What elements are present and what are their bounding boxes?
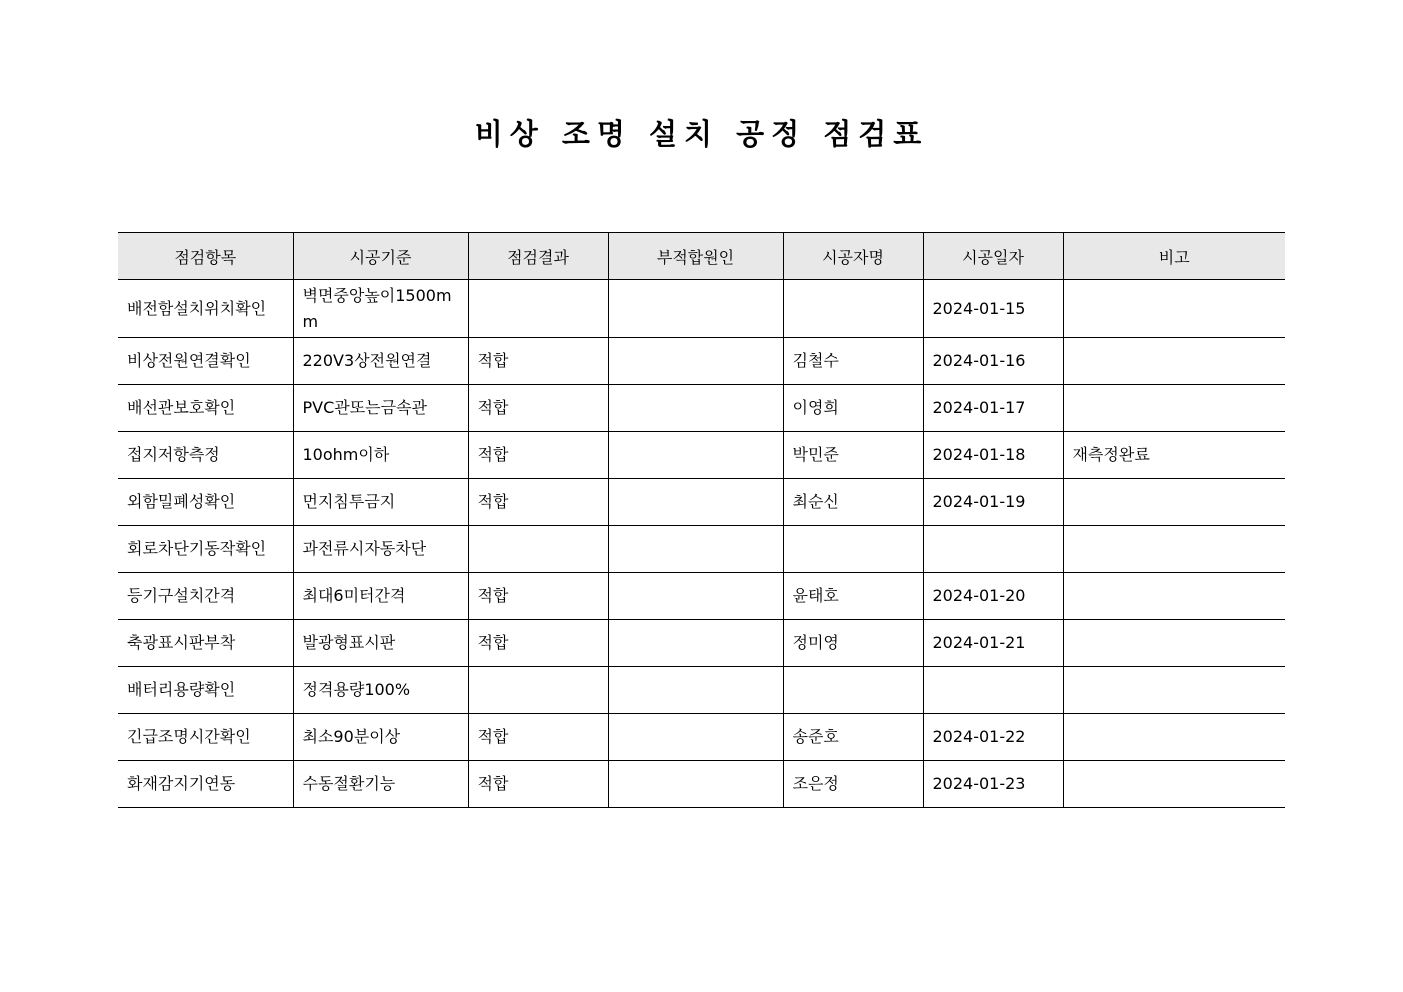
cell-nonconformity-cause [608, 526, 783, 573]
cell-inspection-result: 적합 [468, 620, 608, 667]
cell-remarks [1063, 620, 1285, 667]
cell-contractor-name [783, 280, 923, 338]
table-header-row [118, 233, 1285, 280]
cell-construction-date: 2024-01-18 [923, 432, 1063, 479]
cell-remarks [1063, 338, 1285, 385]
cell-inspection-item: 등기구설치간격 [118, 573, 293, 620]
cell-inspection-item: 배터리용량확인 [118, 667, 293, 714]
cell-construction-date: 2024-01-17 [923, 385, 1063, 432]
table-row [118, 432, 1285, 479]
cell-construction-standard: 정격용량100% [293, 667, 468, 714]
cell-nonconformity-cause [608, 761, 783, 808]
cell-nonconformity-cause [608, 714, 783, 761]
cell-inspection-item: 축광표시판부착 [118, 620, 293, 667]
cell-inspection-result: 적합 [468, 479, 608, 526]
cell-contractor-name: 송준호 [783, 714, 923, 761]
table-row [118, 761, 1285, 808]
cell-nonconformity-cause [608, 338, 783, 385]
cell-construction-standard: 먼지침투금지 [293, 479, 468, 526]
cell-inspection-item: 외함밀폐성확인 [118, 479, 293, 526]
cell-construction-date: 2024-01-16 [923, 338, 1063, 385]
header-contractor-name: 시공자명 [783, 233, 923, 280]
cell-remarks [1063, 573, 1285, 620]
header-nonconformity-cause: 부적합원인 [608, 233, 783, 280]
header-construction-standard: 시공기준 [293, 233, 468, 280]
cell-nonconformity-cause [608, 432, 783, 479]
cell-inspection-item: 비상전원연결확인 [118, 338, 293, 385]
table-row [118, 714, 1285, 761]
cell-inspection-result: 적합 [468, 573, 608, 620]
cell-inspection-item: 긴급조명시간확인 [118, 714, 293, 761]
cell-contractor-name [783, 526, 923, 573]
table-row [118, 667, 1285, 714]
table-row [118, 280, 1285, 338]
table-body [118, 280, 1285, 808]
cell-inspection-item: 배전함설치위치확인 [118, 280, 293, 338]
cell-construction-date: 2024-01-15 [923, 280, 1063, 338]
cell-construction-date: 2024-01-20 [923, 573, 1063, 620]
cell-inspection-result [468, 526, 608, 573]
cell-remarks [1063, 479, 1285, 526]
cell-nonconformity-cause [608, 667, 783, 714]
cell-remarks [1063, 280, 1285, 338]
cell-construction-standard: 10ohm이하 [293, 432, 468, 479]
cell-construction-date: 2024-01-23 [923, 761, 1063, 808]
cell-construction-standard: 발광형표시판 [293, 620, 468, 667]
cell-nonconformity-cause [608, 479, 783, 526]
cell-construction-standard: 벽면중앙높이1500mm [293, 280, 468, 338]
table-row [118, 526, 1285, 573]
cell-contractor-name [783, 667, 923, 714]
cell-remarks [1063, 714, 1285, 761]
table-row [118, 385, 1285, 432]
cell-contractor-name: 윤태호 [783, 573, 923, 620]
cell-inspection-result [468, 667, 608, 714]
cell-contractor-name: 박민준 [783, 432, 923, 479]
cell-contractor-name: 조은정 [783, 761, 923, 808]
header-remarks: 비고 [1063, 233, 1285, 280]
cell-inspection-item: 회로차단기동작확인 [118, 526, 293, 573]
cell-construction-date: 2024-01-21 [923, 620, 1063, 667]
table-row [118, 338, 1285, 385]
cell-construction-standard: 최대6미터간격 [293, 573, 468, 620]
cell-remarks [1063, 385, 1285, 432]
page-title: 비상 조명 설치 공정 점검표 [474, 117, 929, 151]
cell-contractor-name: 이영희 [783, 385, 923, 432]
cell-remarks [1063, 667, 1285, 714]
cell-nonconformity-cause [608, 385, 783, 432]
cell-nonconformity-cause [608, 620, 783, 667]
cell-inspection-item: 배선관보호확인 [118, 385, 293, 432]
cell-contractor-name: 최순신 [783, 479, 923, 526]
table-row [118, 620, 1285, 667]
cell-inspection-result: 적합 [468, 432, 608, 479]
header-construction-date: 시공일자 [923, 233, 1063, 280]
cell-inspection-result: 적합 [468, 761, 608, 808]
header-inspection-result: 점검결과 [468, 233, 608, 280]
cell-inspection-item: 접지저항측정 [118, 432, 293, 479]
cell-nonconformity-cause [608, 280, 783, 338]
cell-construction-standard: 최소90분이상 [293, 714, 468, 761]
header-inspection-item: 점검항목 [118, 233, 293, 280]
cell-remarks: 재측정완료 [1063, 432, 1285, 479]
cell-inspection-result: 적합 [468, 338, 608, 385]
cell-construction-date: 2024-01-22 [923, 714, 1063, 761]
cell-nonconformity-cause [608, 573, 783, 620]
inspection-table [118, 232, 1285, 808]
cell-construction-date [923, 667, 1063, 714]
table-row [118, 573, 1285, 620]
cell-contractor-name: 김철수 [783, 338, 923, 385]
cell-remarks [1063, 526, 1285, 573]
cell-construction-standard: 과전류시자동차단 [293, 526, 468, 573]
cell-inspection-result: 적합 [468, 385, 608, 432]
cell-remarks [1063, 761, 1285, 808]
cell-construction-date [923, 526, 1063, 573]
cell-construction-standard: 수동절환기능 [293, 761, 468, 808]
cell-construction-standard: PVC관또는금속관 [293, 385, 468, 432]
cell-inspection-result: 적합 [468, 714, 608, 761]
cell-contractor-name: 정미영 [783, 620, 923, 667]
cell-inspection-item: 화재감지기연동 [118, 761, 293, 808]
cell-inspection-result [468, 280, 608, 338]
table-row [118, 479, 1285, 526]
cell-construction-date: 2024-01-19 [923, 479, 1063, 526]
cell-construction-standard: 220V3상전원연결 [293, 338, 468, 385]
